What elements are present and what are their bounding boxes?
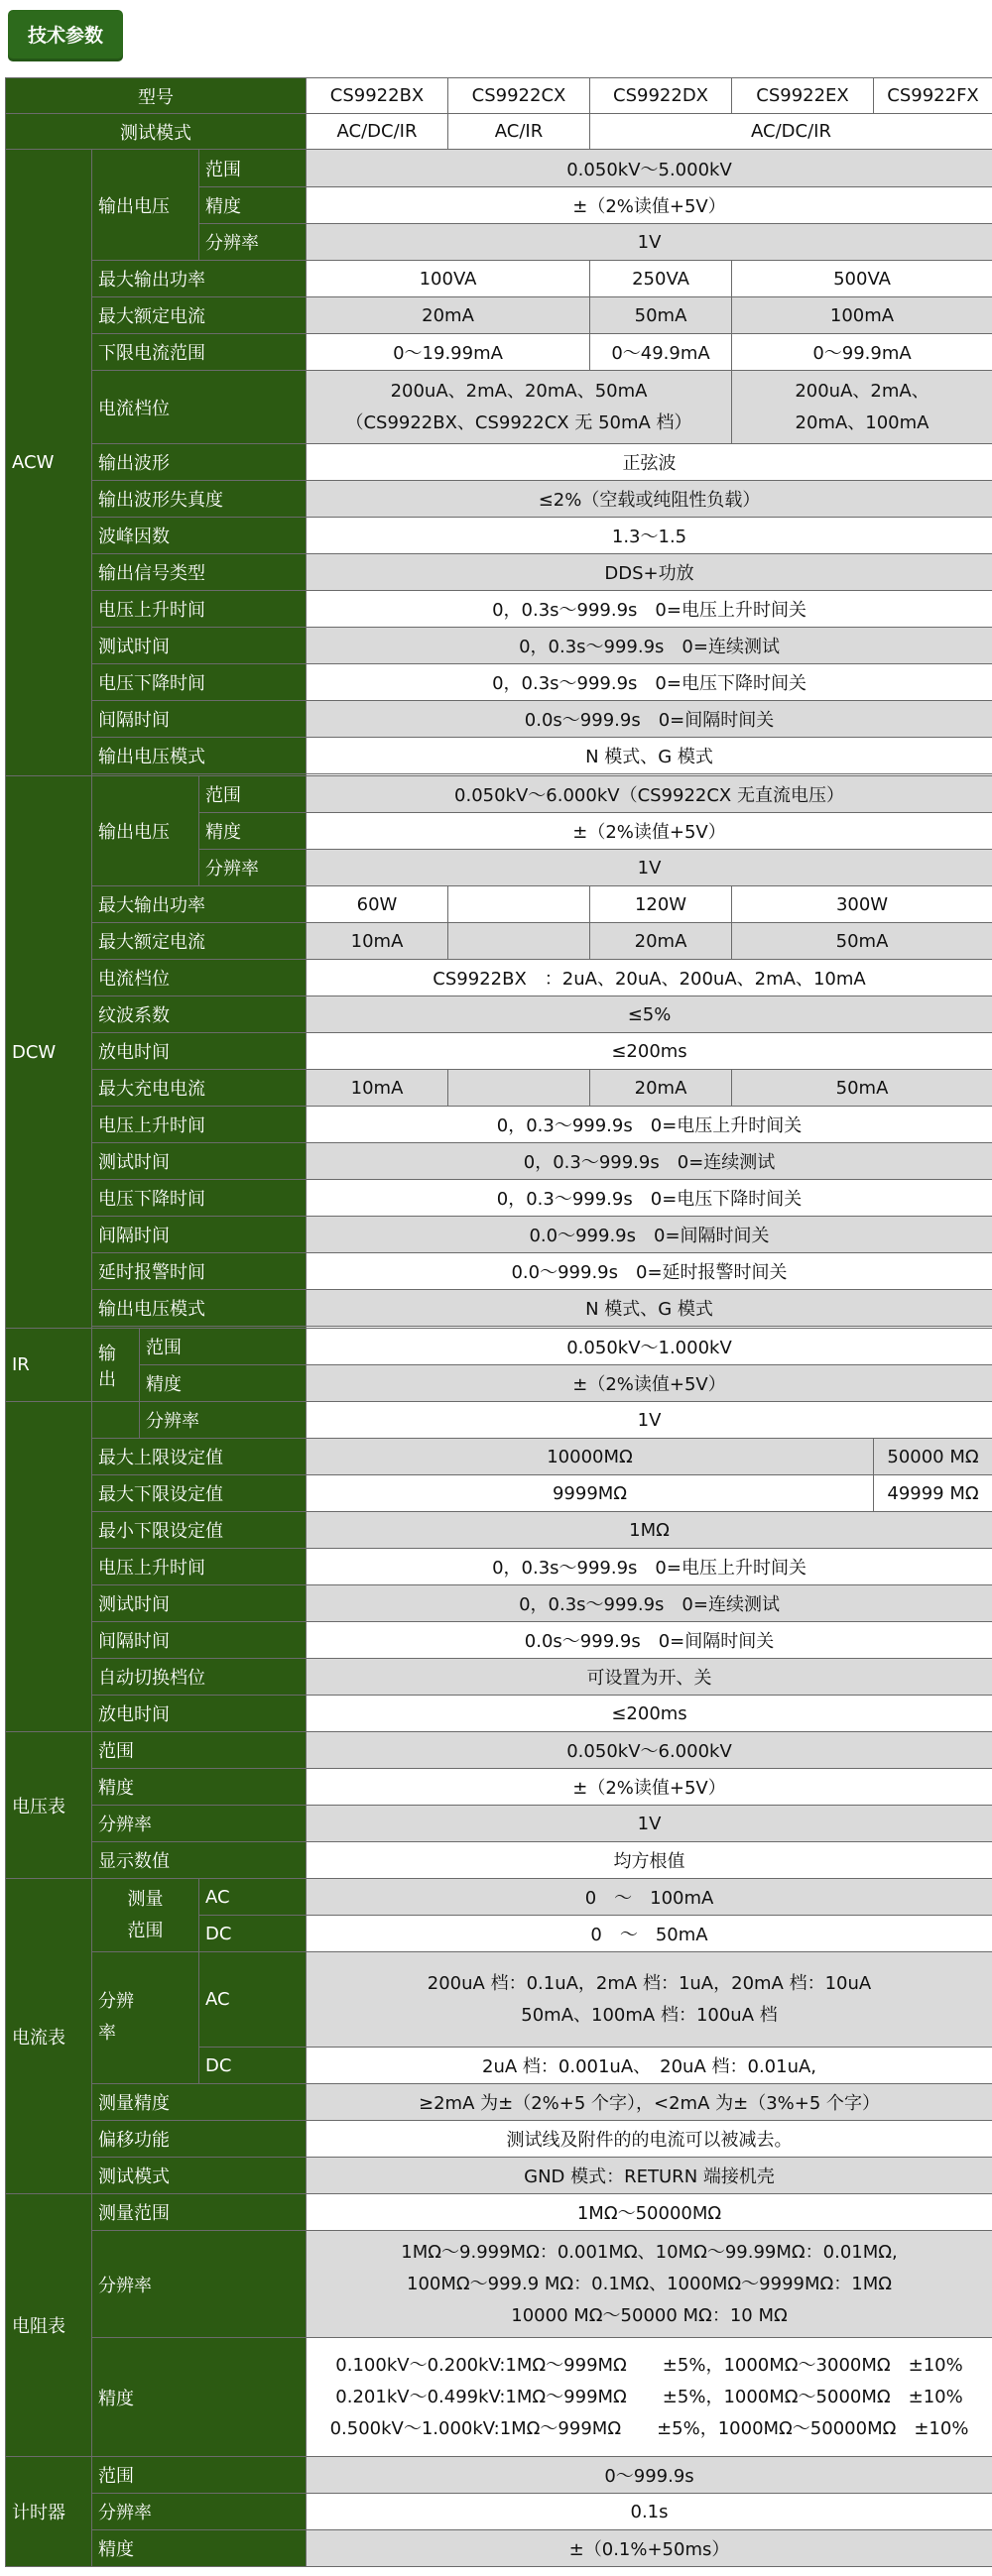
table-row (6, 2494, 992, 2530)
cell-model-label: 型号 (6, 78, 307, 114)
cell-value: ≥2mA 为±（2%+5 个字），<2mA 为±（3%+5 个字） (307, 2084, 992, 2121)
cell-label: 间隔时间 (92, 701, 307, 738)
table-row (6, 518, 992, 554)
cell-label: 精度 (92, 2530, 307, 2567)
table-row (6, 1475, 992, 1512)
text-line: 100MΩ～999.9 MΩ：0.1MΩ、1000MΩ～9999MΩ：1MΩ (407, 2273, 893, 2294)
cell-label (92, 1879, 199, 1952)
cell-value: 250VA (590, 261, 732, 297)
text-line: 0.100kV～0.200kV:1MΩ～999MΩ ±5%，1000MΩ～3000MΩ ±10% (335, 2354, 963, 2376)
cell-value: 0.050kV～5.000kV (307, 150, 992, 187)
cell-value: 可设置为开、关 (307, 1659, 992, 1696)
table-row (6, 2121, 992, 2158)
table-row (6, 150, 992, 187)
text-line: 200uA 档：0.1uA，2mA 档：1uA，20mA 档：10uA (427, 1972, 872, 1994)
cell-label: 输出波形 (92, 444, 307, 481)
cell-value: 0～99.9mA (732, 334, 992, 371)
cell-label: 测试模式 (6, 114, 307, 150)
cell-value: 20mA (590, 923, 732, 960)
cell-label: 分辨率 (92, 2494, 307, 2530)
cell-value: 20mA (307, 297, 590, 334)
cell-label: 电流档位 (92, 960, 307, 996)
table-row (6, 1439, 992, 1475)
cell-label: 下限电流范围 (92, 334, 307, 371)
cell-value: 0.050kV～6.000kV (307, 1732, 992, 1769)
table-row (6, 1107, 992, 1143)
cell-value: 0 ～ 100mA (307, 1879, 992, 1916)
table-row (6, 1365, 992, 1402)
cell-label: 精度 (199, 187, 307, 224)
text-line: 测量 (127, 1888, 164, 1910)
cell-label: 电压上升时间 (92, 1549, 307, 1585)
cell-value (307, 1952, 992, 2048)
cell-value: 0.050kV～1.000kV (307, 1329, 992, 1365)
cell-label: 自动切换档位 (92, 1659, 307, 1696)
table-row (6, 2231, 992, 2338)
cell-value: 0.0～999.9s 0=间隔时间关 (307, 1217, 992, 1253)
model-name: CS9922DX (590, 78, 732, 114)
cell-value: ±（2%读值+5V） (307, 813, 992, 850)
cell-value: 0.0s～999.9s 0=间隔时间关 (307, 1622, 992, 1659)
cell-label: 分辨率 (92, 1806, 307, 1842)
table-row (6, 1070, 992, 1107)
table-row (6, 481, 992, 518)
cell-label: 输出 (92, 1329, 140, 1402)
cell-value: 50mA (590, 297, 732, 334)
cell-value: N 模式、G 模式 (307, 738, 992, 774)
cell-label: 间隔时间 (92, 1622, 307, 1659)
cell-value: 50mA (732, 1070, 992, 1107)
cell-value: 100mA (732, 297, 992, 334)
cell-value: 0 ～ 50mA (307, 1916, 992, 1952)
text-line: 20mA、100mA (795, 411, 930, 433)
cell-value: ±（2%读值+5V） (307, 187, 992, 224)
cell-value: 0～49.9mA (590, 334, 732, 371)
cell-value: 0，0.3s～999.9s 0=电压上升时间关 (307, 1549, 992, 1585)
text-line: （CS9922BX、CS9922CX 无 50mA 档） (345, 411, 692, 433)
cell-label: 延时报警时间 (92, 1253, 307, 1290)
model-name: CS9922CX (448, 78, 590, 114)
cell-label: 范围 (140, 1329, 307, 1365)
table-row (6, 960, 992, 996)
cell-value: ±（2%读值+5V） (307, 1769, 992, 1806)
table-row (6, 591, 992, 628)
cell-value: 0，0.3～999.9s 0=电压上升时间关 (307, 1107, 992, 1143)
cell-value: N 模式、G 模式 (307, 1290, 992, 1327)
table-row (6, 2338, 992, 2457)
table-row (6, 2194, 992, 2231)
group-label-acw: ACW (6, 150, 92, 776)
table-row (6, 923, 992, 960)
table-row (6, 1879, 992, 1916)
cell-label: 纹波系数 (92, 996, 307, 1033)
cell-value: ≤5% (307, 996, 992, 1033)
cell-value: 0，0.3s～999.9s 0=电压下降时间关 (307, 664, 992, 701)
cell-value: 10mA (307, 923, 448, 960)
cell-value: ≤2%（空载或纯阻性负载） (307, 481, 992, 518)
cell-label: 输出电压 (92, 150, 199, 261)
group-label-timer: 计时器 (6, 2457, 92, 2567)
cell-label: 范围 (92, 1732, 307, 1769)
table-row (6, 297, 992, 334)
text-line: 200uA、2mA、 (795, 380, 930, 402)
cell-label: 最小下限设定值 (92, 1512, 307, 1549)
cell-value: 500VA (732, 261, 992, 297)
table-row (6, 996, 992, 1033)
cell-label: 测试时间 (92, 628, 307, 664)
model-name: CS9922FX (874, 78, 992, 114)
table-row (6, 886, 992, 923)
cell-label: 最大下限设定值 (92, 1475, 307, 1512)
cell-label: 电压上升时间 (92, 1107, 307, 1143)
cell-label: 分辨率 (92, 2231, 307, 2338)
table-row (6, 1659, 992, 1696)
cell-empty (448, 1070, 590, 1107)
cell-label: DC (199, 2048, 307, 2084)
text-line: 0.500kV～1.000kV:1MΩ～999MΩ ±5%，1000MΩ～50000MΩ ±10% (329, 2417, 969, 2439)
cell-label: 最大充电电流 (92, 1070, 307, 1107)
cell-label: 波峰因数 (92, 518, 307, 554)
cell-label: 精度 (140, 1365, 307, 1402)
table-row (6, 1402, 992, 1439)
group-label-ohmmeter: 电阻表 (6, 2194, 92, 2457)
table-row (6, 444, 992, 481)
model-name: CS9922EX (732, 78, 874, 114)
cell-value: 100VA (307, 261, 590, 297)
table-row (6, 2530, 992, 2567)
cell-value: DDS+功放 (307, 554, 992, 591)
cell-label: 测试模式 (92, 2158, 307, 2194)
cell-label: 最大额定电流 (92, 923, 307, 960)
table-row (6, 78, 992, 114)
cell-value: 0.050kV～6.000kV（CS9922CX 无直流电压） (307, 776, 992, 813)
cell-value: 正弦波 (307, 444, 992, 481)
text-line: 范围 (127, 1920, 164, 1941)
cell-label: 精度 (92, 2338, 307, 2457)
group-label-dcw: DCW (6, 776, 92, 1329)
cell-value: 0.1s (307, 2494, 992, 2530)
cell-label: DC (199, 1916, 307, 1952)
cell-label: 显示数值 (92, 1842, 307, 1879)
cell-label: 测量精度 (92, 2084, 307, 2121)
cell-value: ±（2%读值+5V） (307, 1365, 992, 1402)
cell-value: 1V (307, 224, 992, 261)
cell-label: 测试时间 (92, 1143, 307, 1180)
table-row (6, 1329, 992, 1365)
cell-label: AC (199, 1952, 307, 2048)
cell-value: 0.0～999.9s 0=延时报警时间关 (307, 1253, 992, 1290)
cell-value: 50mA (732, 923, 992, 960)
cell-value: 1MΩ～50000MΩ (307, 2194, 992, 2231)
cell-label: 放电时间 (92, 1033, 307, 1070)
cell-label: 输出电压模式 (92, 1290, 307, 1327)
cell-label: 分辨率 (199, 850, 307, 886)
cell-label: 精度 (199, 813, 307, 850)
table-row (6, 371, 992, 444)
table-row (6, 1253, 992, 1290)
cell-value: 均方根值 (307, 1842, 992, 1879)
table-row (6, 1952, 992, 2048)
cell-value: ≤200ms (307, 1033, 992, 1070)
cell-value: 0～19.99mA (307, 334, 590, 371)
cell-value: 1V (307, 1806, 992, 1842)
group-label-voltmeter: 电压表 (6, 1732, 92, 1879)
cell-value: 1V (307, 850, 992, 886)
table-row (6, 261, 992, 297)
table-row (6, 1585, 992, 1622)
cell-label: 输出电压 (92, 776, 199, 886)
cell-value: ≤200ms (307, 1696, 992, 1732)
text-line: 50mA、100mA 档：100uA 档 (521, 2004, 778, 2026)
cell-label: 范围 (199, 776, 307, 813)
table-row (6, 1622, 992, 1659)
cell-value (732, 371, 992, 444)
table-row (6, 554, 992, 591)
table-row (6, 776, 992, 813)
cell-label: 分辨率 (199, 224, 307, 261)
table-row (6, 701, 992, 738)
table-row (6, 1732, 992, 1769)
table-row (6, 1143, 992, 1180)
cell-label: 范围 (199, 150, 307, 187)
cell-value (307, 371, 732, 444)
cell-label: 最大输出功率 (92, 886, 307, 923)
cell-label: 测试时间 (92, 1585, 307, 1622)
cell-value: 9999MΩ (307, 1475, 874, 1512)
text-line: 1MΩ～9.999MΩ：0.001MΩ、10MΩ～99.99MΩ：0.01MΩ, (401, 2241, 898, 2263)
cell-label: 输出波形失真度 (92, 481, 307, 518)
table-row (6, 334, 992, 371)
cell-value: 60W (307, 886, 448, 923)
cell-value: ±（0.1%+50ms） (307, 2530, 992, 2567)
text-line: 0.201kV～0.499kV:1MΩ～999MΩ ±5%，1000MΩ～5000MΩ ±10% (335, 2386, 963, 2407)
table-row (6, 738, 992, 774)
cell-label: 输出电压模式 (92, 738, 307, 774)
cell-value: 0～999.9s (307, 2457, 992, 2494)
cell-value: 0，0.3s～999.9s 0=电压上升时间关 (307, 591, 992, 628)
cell-label: 电流档位 (92, 371, 307, 444)
cell-label: 电压下降时间 (92, 1180, 307, 1217)
cell-value: CS9922BX ：2uA、20uA、200uA、2mA、10mA (307, 960, 992, 996)
table-row (6, 1290, 992, 1327)
cell-value: 测试线及附件的的电流可以被减去。 (307, 2121, 992, 2158)
cell-label: 间隔时间 (92, 1217, 307, 1253)
table-row (6, 1512, 992, 1549)
cell-value: 0，0.3s～999.9s 0=连续测试 (307, 1585, 992, 1622)
group-label-ir-cont (6, 1402, 92, 1732)
cell-label: 最大额定电流 (92, 297, 307, 334)
cell-label: 范围 (92, 2457, 307, 2494)
table-row (6, 664, 992, 701)
table-row (6, 1033, 992, 1070)
cell-value: 1MΩ (307, 1512, 992, 1549)
table-row (6, 1769, 992, 1806)
cell-label: 最大输出功率 (92, 261, 307, 297)
cell-value: AC/DC/IR (307, 114, 448, 150)
text-line: 分辨 (98, 1991, 134, 2012)
cell-label: 测量范围 (92, 2194, 307, 2231)
cell-value: 20mA (590, 1070, 732, 1107)
table-row (6, 2158, 992, 2194)
cell-value: 49999 MΩ (874, 1475, 992, 1512)
table-row (6, 1180, 992, 1217)
cell-empty (448, 886, 590, 923)
cell-value (307, 2231, 992, 2338)
cell-label: AC (199, 1879, 307, 1916)
cell-value: GND 模式：RETURN 端接机壳 (307, 2158, 992, 2194)
table-row (6, 1806, 992, 1842)
cell-label: 最大上限设定值 (92, 1439, 307, 1475)
spec-table (5, 77, 992, 2567)
cell-value: 0，0.3～999.9s 0=电压下降时间关 (307, 1180, 992, 1217)
table-row (6, 2084, 992, 2121)
text-line: 200uA、2mA、20mA、50mA (390, 380, 648, 402)
table-row (6, 1696, 992, 1732)
blank-cell (92, 1402, 140, 1439)
cell-label: 电压下降时间 (92, 664, 307, 701)
table-row (6, 628, 992, 664)
cell-label: 输出信号类型 (92, 554, 307, 591)
table-row (6, 2457, 992, 2494)
cell-value: 0.0s～999.9s 0=间隔时间关 (307, 701, 992, 738)
cell-value: AC/IR (448, 114, 590, 150)
cell-label: 偏移功能 (92, 2121, 307, 2158)
cell-value: 2uA 档：0.001uA、 20uA 档：0.01uA, (307, 2048, 992, 2084)
cell-label (92, 1952, 199, 2084)
cell-value: 10000MΩ (307, 1439, 874, 1475)
cell-label: 分辨率 (140, 1402, 307, 1439)
cell-value: 10mA (307, 1070, 448, 1107)
text-line: 率 (98, 2023, 116, 2044)
cell-value: 0，0.3～999.9s 0=连续测试 (307, 1143, 992, 1180)
cell-label: 放电时间 (92, 1696, 307, 1732)
cell-empty (448, 923, 590, 960)
cell-value: 1.3～1.5 (307, 518, 992, 554)
cell-value: 120W (590, 886, 732, 923)
text-line: 10000 MΩ～50000 MΩ：10 MΩ (511, 2304, 788, 2326)
group-label-ammeter: 电流表 (6, 1879, 92, 2194)
cell-value: 1V (307, 1402, 992, 1439)
cell-value: AC/DC/IR (590, 114, 992, 150)
section-title-button[interactable]: 技术参数 (8, 10, 123, 61)
cell-value (307, 2338, 992, 2457)
table-row (6, 114, 992, 150)
cell-value: 50000 MΩ (874, 1439, 992, 1475)
table-row (6, 1842, 992, 1879)
cell-value: 0，0.3s～999.9s 0=连续测试 (307, 628, 992, 664)
group-label-ir: IR (6, 1329, 92, 1402)
cell-label: 精度 (92, 1769, 307, 1806)
cell-label: 电压上升时间 (92, 591, 307, 628)
table-row (6, 1549, 992, 1585)
model-name: CS9922BX (307, 78, 448, 114)
table-row (6, 1217, 992, 1253)
cell-value: 300W (732, 886, 992, 923)
